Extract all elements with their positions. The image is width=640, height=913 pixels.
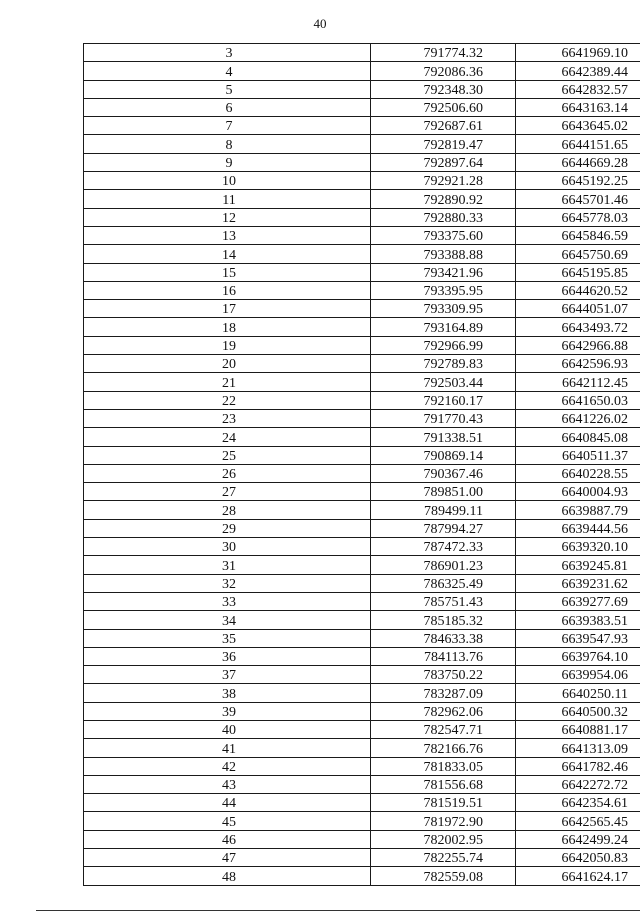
table-row [84, 666, 640, 684]
table-row [84, 336, 640, 354]
x-coordinate-cell: 782559.08 [371, 867, 516, 885]
table-row [84, 62, 640, 80]
point-number-cell: 48 [84, 867, 371, 885]
point-number-cell: 24 [84, 428, 371, 446]
point-number-cell: 35 [84, 629, 371, 647]
point-number-cell: 8 [84, 135, 371, 153]
table-row [84, 812, 640, 830]
table-row [84, 684, 640, 702]
y-coordinate-cell: 6639547.93 [516, 629, 640, 647]
x-coordinate-cell: 786901.23 [371, 556, 516, 574]
x-coordinate-cell: 784113.76 [371, 647, 516, 665]
point-number-cell: 9 [84, 153, 371, 171]
y-coordinate-cell: 6640845.08 [516, 428, 640, 446]
x-coordinate-cell: 792789.83 [371, 355, 516, 373]
point-number-cell: 47 [84, 849, 371, 867]
y-coordinate-cell: 6642389.44 [516, 62, 640, 80]
point-number-cell: 32 [84, 574, 371, 592]
point-number-cell: 15 [84, 263, 371, 281]
point-number-cell: 36 [84, 647, 371, 665]
x-coordinate-cell: 790367.46 [371, 464, 516, 482]
point-number-cell: 39 [84, 702, 371, 720]
coordinates-table [83, 43, 640, 886]
y-coordinate-cell: 6640500.32 [516, 702, 640, 720]
y-coordinate-cell: 6643493.72 [516, 318, 640, 336]
point-number-cell: 5 [84, 80, 371, 98]
table-row [84, 483, 640, 501]
y-coordinate-cell: 6643645.02 [516, 117, 640, 135]
x-coordinate-cell: 793388.88 [371, 245, 516, 263]
table-row [84, 208, 640, 226]
y-coordinate-cell: 6640250.11 [516, 684, 640, 702]
x-coordinate-cell: 792503.44 [371, 373, 516, 391]
table-row [84, 720, 640, 738]
point-number-cell: 33 [84, 592, 371, 610]
x-coordinate-cell: 782547.71 [371, 720, 516, 738]
point-number-cell: 4 [84, 62, 371, 80]
x-coordinate-cell: 793309.95 [371, 300, 516, 318]
x-coordinate-cell: 793395.95 [371, 281, 516, 299]
y-coordinate-cell: 6639954.06 [516, 666, 640, 684]
coordinates-table-container [83, 43, 628, 886]
point-number-cell: 6 [84, 98, 371, 116]
x-coordinate-cell: 783750.22 [371, 666, 516, 684]
table-row [84, 80, 640, 98]
x-coordinate-cell: 786325.49 [371, 574, 516, 592]
x-coordinate-cell: 781519.51 [371, 794, 516, 812]
x-coordinate-cell: 782166.76 [371, 739, 516, 757]
point-number-cell: 18 [84, 318, 371, 336]
y-coordinate-cell: 6639444.56 [516, 519, 640, 537]
table-row [84, 775, 640, 793]
table-row [84, 702, 640, 720]
table-row [84, 867, 640, 885]
table-row [84, 172, 640, 190]
table-row [84, 226, 640, 244]
y-coordinate-cell: 6642050.83 [516, 849, 640, 867]
y-coordinate-cell: 6641226.02 [516, 409, 640, 427]
y-coordinate-cell: 6641782.46 [516, 757, 640, 775]
table-row [84, 849, 640, 867]
table-row [84, 446, 640, 464]
x-coordinate-cell: 789851.00 [371, 483, 516, 501]
table-row [84, 464, 640, 482]
y-coordinate-cell: 6641313.09 [516, 739, 640, 757]
point-number-cell: 40 [84, 720, 371, 738]
x-coordinate-cell: 781972.90 [371, 812, 516, 830]
table-row [84, 98, 640, 116]
x-coordinate-cell: 792086.36 [371, 62, 516, 80]
coordinates-table-body [84, 44, 640, 886]
table-row [84, 592, 640, 610]
point-number-cell: 11 [84, 190, 371, 208]
table-row [84, 574, 640, 592]
table-row [84, 117, 640, 135]
x-coordinate-cell: 792687.61 [371, 117, 516, 135]
table-row [84, 190, 640, 208]
x-coordinate-cell: 781556.68 [371, 775, 516, 793]
y-coordinate-cell: 6642354.61 [516, 794, 640, 812]
point-number-cell: 16 [84, 281, 371, 299]
table-row [84, 318, 640, 336]
x-coordinate-cell: 793375.60 [371, 226, 516, 244]
x-coordinate-cell: 787994.27 [371, 519, 516, 537]
y-coordinate-cell: 6639887.79 [516, 501, 640, 519]
x-coordinate-cell: 791774.32 [371, 44, 516, 62]
point-number-cell: 27 [84, 483, 371, 501]
y-coordinate-cell: 6641650.03 [516, 391, 640, 409]
x-coordinate-cell: 792160.17 [371, 391, 516, 409]
x-coordinate-cell: 782962.06 [371, 702, 516, 720]
table-row [84, 245, 640, 263]
y-coordinate-cell: 6642499.24 [516, 830, 640, 848]
y-coordinate-cell: 6639320.10 [516, 538, 640, 556]
table-row [84, 830, 640, 848]
y-coordinate-cell: 6645701.46 [516, 190, 640, 208]
x-coordinate-cell: 792897.64 [371, 153, 516, 171]
y-coordinate-cell: 6642832.57 [516, 80, 640, 98]
point-number-cell: 46 [84, 830, 371, 848]
point-number-cell: 37 [84, 666, 371, 684]
y-coordinate-cell: 6640004.93 [516, 483, 640, 501]
x-coordinate-cell: 785185.32 [371, 611, 516, 629]
y-coordinate-cell: 6645846.59 [516, 226, 640, 244]
x-coordinate-cell: 782255.74 [371, 849, 516, 867]
y-coordinate-cell: 6640511.37 [516, 446, 640, 464]
x-coordinate-cell: 782002.95 [371, 830, 516, 848]
y-coordinate-cell: 6642596.93 [516, 355, 640, 373]
table-row [84, 501, 640, 519]
table-row [84, 409, 640, 427]
y-coordinate-cell: 6639277.69 [516, 592, 640, 610]
point-number-cell: 45 [84, 812, 371, 830]
table-row [84, 611, 640, 629]
point-number-cell: 22 [84, 391, 371, 409]
point-number-cell: 20 [84, 355, 371, 373]
x-coordinate-cell: 784633.38 [371, 629, 516, 647]
table-row [84, 538, 640, 556]
table-row [84, 373, 640, 391]
x-coordinate-cell: 787472.33 [371, 538, 516, 556]
point-number-cell: 31 [84, 556, 371, 574]
table-row [84, 629, 640, 647]
page-bottom-edge [36, 910, 640, 911]
table-row [84, 794, 640, 812]
x-coordinate-cell: 792966.99 [371, 336, 516, 354]
x-coordinate-cell: 792506.60 [371, 98, 516, 116]
x-coordinate-cell: 790869.14 [371, 446, 516, 464]
y-coordinate-cell: 6642565.45 [516, 812, 640, 830]
page-number: 40 [313, 16, 327, 31]
y-coordinate-cell: 6639764.10 [516, 647, 640, 665]
point-number-cell: 17 [84, 300, 371, 318]
x-coordinate-cell: 792348.30 [371, 80, 516, 98]
point-number-cell: 25 [84, 446, 371, 464]
table-row [84, 135, 640, 153]
table-row [84, 300, 640, 318]
point-number-cell: 44 [84, 794, 371, 812]
table-row [84, 153, 640, 171]
point-number-cell: 43 [84, 775, 371, 793]
table-row [84, 757, 640, 775]
y-coordinate-cell: 6645750.69 [516, 245, 640, 263]
x-coordinate-cell: 781833.05 [371, 757, 516, 775]
table-row [84, 739, 640, 757]
y-coordinate-cell: 6645195.85 [516, 263, 640, 281]
x-coordinate-cell: 792890.92 [371, 190, 516, 208]
x-coordinate-cell: 791770.43 [371, 409, 516, 427]
y-coordinate-cell: 6643163.14 [516, 98, 640, 116]
y-coordinate-cell: 6641969.10 [516, 44, 640, 62]
point-number-cell: 38 [84, 684, 371, 702]
table-row [84, 355, 640, 373]
table-row [84, 44, 640, 62]
point-number-cell: 42 [84, 757, 371, 775]
table-row [84, 263, 640, 281]
x-coordinate-cell: 789499.11 [371, 501, 516, 519]
point-number-cell: 41 [84, 739, 371, 757]
y-coordinate-cell: 6642112.45 [516, 373, 640, 391]
y-coordinate-cell: 6639231.62 [516, 574, 640, 592]
y-coordinate-cell: 6645778.03 [516, 208, 640, 226]
table-row [84, 556, 640, 574]
x-coordinate-cell: 783287.09 [371, 684, 516, 702]
x-coordinate-cell: 792880.33 [371, 208, 516, 226]
point-number-cell: 12 [84, 208, 371, 226]
y-coordinate-cell: 6641624.17 [516, 867, 640, 885]
x-coordinate-cell: 785751.43 [371, 592, 516, 610]
point-number-cell: 3 [84, 44, 371, 62]
point-number-cell: 21 [84, 373, 371, 391]
y-coordinate-cell: 6642272.72 [516, 775, 640, 793]
y-coordinate-cell: 6645192.25 [516, 172, 640, 190]
y-coordinate-cell: 6644669.28 [516, 153, 640, 171]
y-coordinate-cell: 6640881.17 [516, 720, 640, 738]
table-row [84, 428, 640, 446]
x-coordinate-cell: 791338.51 [371, 428, 516, 446]
x-coordinate-cell: 793421.96 [371, 263, 516, 281]
y-coordinate-cell: 6639245.81 [516, 556, 640, 574]
table-row [84, 519, 640, 537]
point-number-cell: 10 [84, 172, 371, 190]
point-number-cell: 26 [84, 464, 371, 482]
point-number-cell: 28 [84, 501, 371, 519]
point-number-cell: 30 [84, 538, 371, 556]
table-row [84, 281, 640, 299]
point-number-cell: 7 [84, 117, 371, 135]
x-coordinate-cell: 792921.28 [371, 172, 516, 190]
point-number-cell: 14 [84, 245, 371, 263]
point-number-cell: 13 [84, 226, 371, 244]
y-coordinate-cell: 6640228.55 [516, 464, 640, 482]
y-coordinate-cell: 6644151.65 [516, 135, 640, 153]
y-coordinate-cell: 6644620.52 [516, 281, 640, 299]
table-row [84, 647, 640, 665]
y-coordinate-cell: 6642966.88 [516, 336, 640, 354]
x-coordinate-cell: 792819.47 [371, 135, 516, 153]
x-coordinate-cell: 793164.89 [371, 318, 516, 336]
table-row [84, 391, 640, 409]
point-number-cell: 23 [84, 409, 371, 427]
point-number-cell: 29 [84, 519, 371, 537]
y-coordinate-cell: 6639383.51 [516, 611, 640, 629]
point-number-cell: 19 [84, 336, 371, 354]
y-coordinate-cell: 6644051.07 [516, 300, 640, 318]
point-number-cell: 34 [84, 611, 371, 629]
